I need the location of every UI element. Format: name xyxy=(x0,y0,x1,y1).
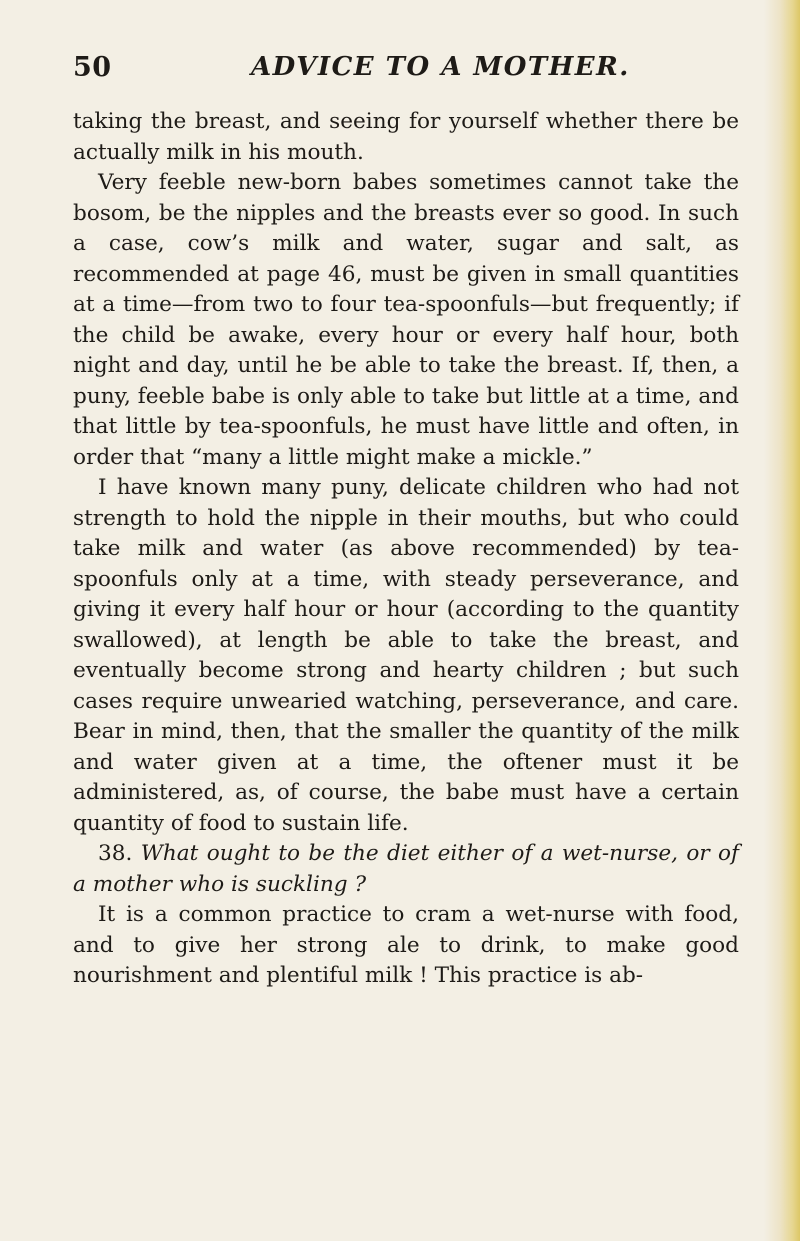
question-number: 38. xyxy=(98,841,133,866)
paragraph-feeble-babes: Very feeble new-born babes sometimes cannot take the bosom, be the nipples and the breasts ever so good. In such a case, cow’s milk and water, sugar and salt, as recommended at page 46, must be given in small quantities at a time—from two to four tea-spoonfuls—but frequently; if the child be awake, every hour or every half hour, both night and day, until he be able to take the breast. If, then, a puny, feeble babe is only able to take but little at a time, and that little by tea-spoonfuls, he must have little and often, in order that “many a little might make a mickle.” xyxy=(73,170,739,470)
paragraph-wet-nurse: It is a common practice to cram a wet-nurse with food, and to give her strong ale to drink, to make good nourishment and plentiful milk ! This practice is ab- xyxy=(73,902,739,988)
body-text xyxy=(73,107,739,992)
running-head xyxy=(73,40,739,84)
book-page xyxy=(73,40,739,992)
paragraph-puny-children: I have known many puny, delicate children who had not strength to hold the nipple in their mouths, but who could take milk and water (as above recommended) by tea-spoonfuls only at a time, with steady perseverance, and giving it every half hour or hour (according to the quantity swallowed), at length be able to take the breast, and eventually become strong and hearty children ; but such cases require unwearied watching, perseverance, and care. Bear in mind, then, that the smaller the quantity of the milk and water given at a time, the oftener must it be administered, as, of course, the babe must have a certain quantity of food to sustain life. xyxy=(73,475,739,836)
page-edge xyxy=(764,0,800,1241)
paragraph-continued: taking the breast, and seeing for yourself whether there be actually milk in his mouth. xyxy=(73,109,739,165)
question-38 xyxy=(73,839,739,900)
question-text: What ought to be the diet either of a wet-nurse, or of a mother who is suckling ? xyxy=(73,841,739,897)
running-title: ADVICE TO A MOTHER. xyxy=(251,52,630,82)
page-number: 50 xyxy=(73,52,112,83)
